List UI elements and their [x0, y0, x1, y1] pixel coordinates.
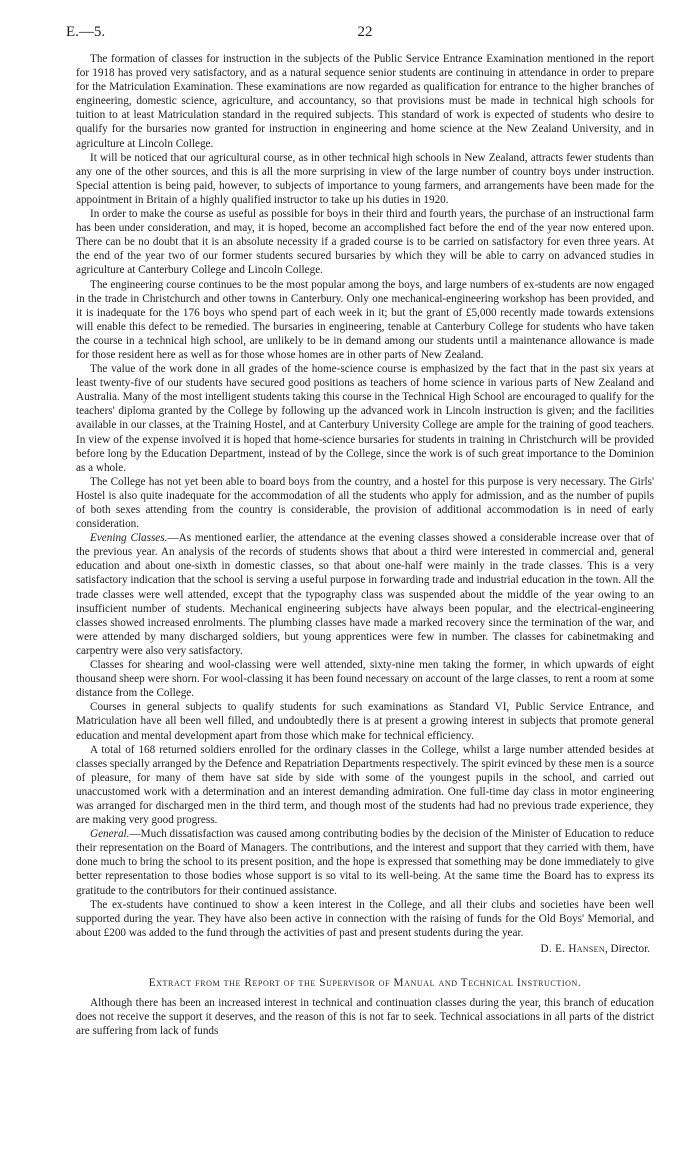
page-header	[66, 22, 654, 52]
document-reference: E.—5.	[66, 24, 106, 40]
paragraph: It will be noticed that our agricultural course, as in other technical high schools in New Zealand, attracts fewer students than any one of the other sources, and this is all the more surprising in view of the large number of country boys under instruction. Special attention is being paid, however, to subjects of importance to young farmers, and arrangements have been made for the appointment in Britain of a highly qualified instructor to take up his duties in 1920.	[76, 151, 654, 206]
paragraph: The value of the work done in all grades of the home-science course is emphasized by the fact that in the past six years at least twenty-five of our students have secured good positions as teachers of home science in various parts of New Zealand and Australia. Many of the most intelligent students taking this course in the Technical High School are encouraged to qualify for the teachers' diploma granted by the College by following up the advanced work in Lincoln instruction is given; and the facilities available in our classes, at the Training Hostel, and at Canterbury University College are ample for the training of good teachers. In view of the expense involved it is hoped that home-science bursaries for students in training in Christchurch will be provided before long by the Education Department, instead of by the College, since the work is of such great importance to the Dominion as a whole.	[76, 363, 654, 474]
paragraph: Classes for shearing and wool-classing were well attended, sixty-nine men taking the former, in which upwards of eight thousand sheep were shorn. For wool-classing it has been found necessary on account of the large classes, to rent a room at some distance from the College.	[76, 659, 654, 700]
report-body	[76, 52, 654, 1038]
paragraph-evening-classes: Evening Classes.—As mentioned earlier, the attendance at the evening classes showed a considerable increase over that of the previous year. An analysis of the records of students shows that about a third were interested in commercial and, general education and about one-sixth in domestic classes, so that about one-half were mainly in the trade classes. This is a very satisfactory indication that the school is serving a useful purpose in forwarding trade and industrial education in the town. All the trade classes were well attended, except that the typography class was suspended about the middle of the year owing to an insufficient number of students. Mechanical engineering subjects have always been popular, and the electrical-engineering classes showed increased enrolments. The plumbing classes have made a marked recovery since the termination of the war, and were attended by many discharged soldiers, but young apprentices were few in number. The classes for cabinetmaking and carpentry were also very satisfactory.	[76, 532, 654, 657]
paragraph: The ex-students have continued to show a keen interest in the College, and all their clubs and societies have been well supported during the year. They have also been active in connection with the raising of funds for the Old Boys' Memorial, and about £200 was added to the fund through the activities of past and present students during the year.	[76, 898, 654, 939]
section-lead: Evening Classes.	[90, 532, 168, 545]
signatory-title: , Director.	[604, 942, 650, 955]
paragraph: Courses in general subjects to qualify students for such examinations as Standard VI, Public Service Entrance, and Matriculation have all been well filled, and undoubtedly there is at present a growing interest in subjects that promote general education and mental development apart from those which make for technical efficiency.	[76, 701, 654, 742]
extract-heading: Extract from the Report of the Supervisor of Manual and Technical Instruction.	[148, 977, 582, 989]
paragraph: The College has not yet been able to board boys from the country, and a hostel for this purpose is very necessary. The Girls' Hostel is also quite inadequate for the accommodation of all the students who apply for admission, and as the number of pupils of both sexes attending from the country is considerable, the provision of additional accommodation is in need of early consideration.	[76, 475, 654, 531]
extract-paragraph: Although there has been an increased interest in technical and continuation classes during the year, this branch of education does not receive the support it deserves, and the reason of this is not far to seek. Technical associations in all parts of the district are suffering from lack of funds	[76, 997, 654, 1038]
paragraph: The engineering course continues to be the most popular among the boys, and large numbers of ex-students are now engaged in the trade in Christchurch and other towns in Canterbury. Only one mechanical-engineering workshop has been provided, and it is inadequate for the 176 boys who spend part of each week in it; but the grant of £5,000 recently made towards extensions will enable this defect to be remedied. The bursaries in engineering, tenable at Canterbury College for students who have taken the course in a technical high school, are unlikely to be in demand among our students until a maintenance allowance is made for those resident here as well as for those whose homes are in other parts of New Zealand.	[76, 278, 654, 361]
paragraph: A total of 168 returned soldiers enrolled for the ordinary classes in the College, whilst a large number attended besides at classes specially arranged by the Defence and Repatriation Departments respectively. The spirit evinced by these men is a source of pleasure, for many of them have sat side by side with some of the youngest pupils in the school, and carried out unaccustomed work with a determination and an interest demanding admiration. One full-time day class in motor engineering was arranged for discharged men in the third term, and though most of the students had had no previous trade experience, they are making very good progress.	[76, 743, 654, 827]
paragraph-general: General.—Much dissatisfaction was caused among contributing bodies by the decision of the Minister of Education to reduce their representation on the Board of Managers. The contributions, and the interest and support that they carried with them, have done much to bring the school to its present position, and the hope is expressed that something may be done immediately to give better representation to those bodies whose support is so vital to its well-being. At the same time the Board has to express its gratitude to the contributors for their continued assistance.	[76, 828, 654, 897]
page-number: 22	[357, 24, 373, 40]
signature	[76, 942, 650, 956]
paragraph: In order to make the course as useful as possible for boys in their third and fourth years, the purchase of an instructional farm has been under consideration, and may, it is hoped, become an accomplished fact before the end of the year now entered upon. There can be no doubt that it is an absolute necessity if a graded course is to be carried on satisfactory for even three years. At the end of the year two of our former students secured bursaries by which they will be able to carry on advanced studies in agriculture at Canterbury College and Lincoln College.	[76, 208, 654, 277]
signatory-name: D. E. Hansen	[540, 942, 605, 955]
section-lead: General.	[90, 828, 130, 841]
paragraph: The formation of classes for instruction in the subjects of the Public Service Entrance Examination mentioned in the report for 1918 has proved very satisfactory, and as a natural sequence senior students are continuing in attendance in order to prepare for the Matriculation Examination. These examinations are now regarded as qualification for entrance to the higher branches of engineering, domestic science, agriculture, and accountancy, so that provisions must be made in technical high schools for tuition to at least Matriculation standard in the required subjects. This standard of work is expected of students who desire to qualify for the bursaries now granted for instruction in engineering and home science at the New Zealand University, and in agriculture at Lincoln College.	[76, 53, 654, 150]
